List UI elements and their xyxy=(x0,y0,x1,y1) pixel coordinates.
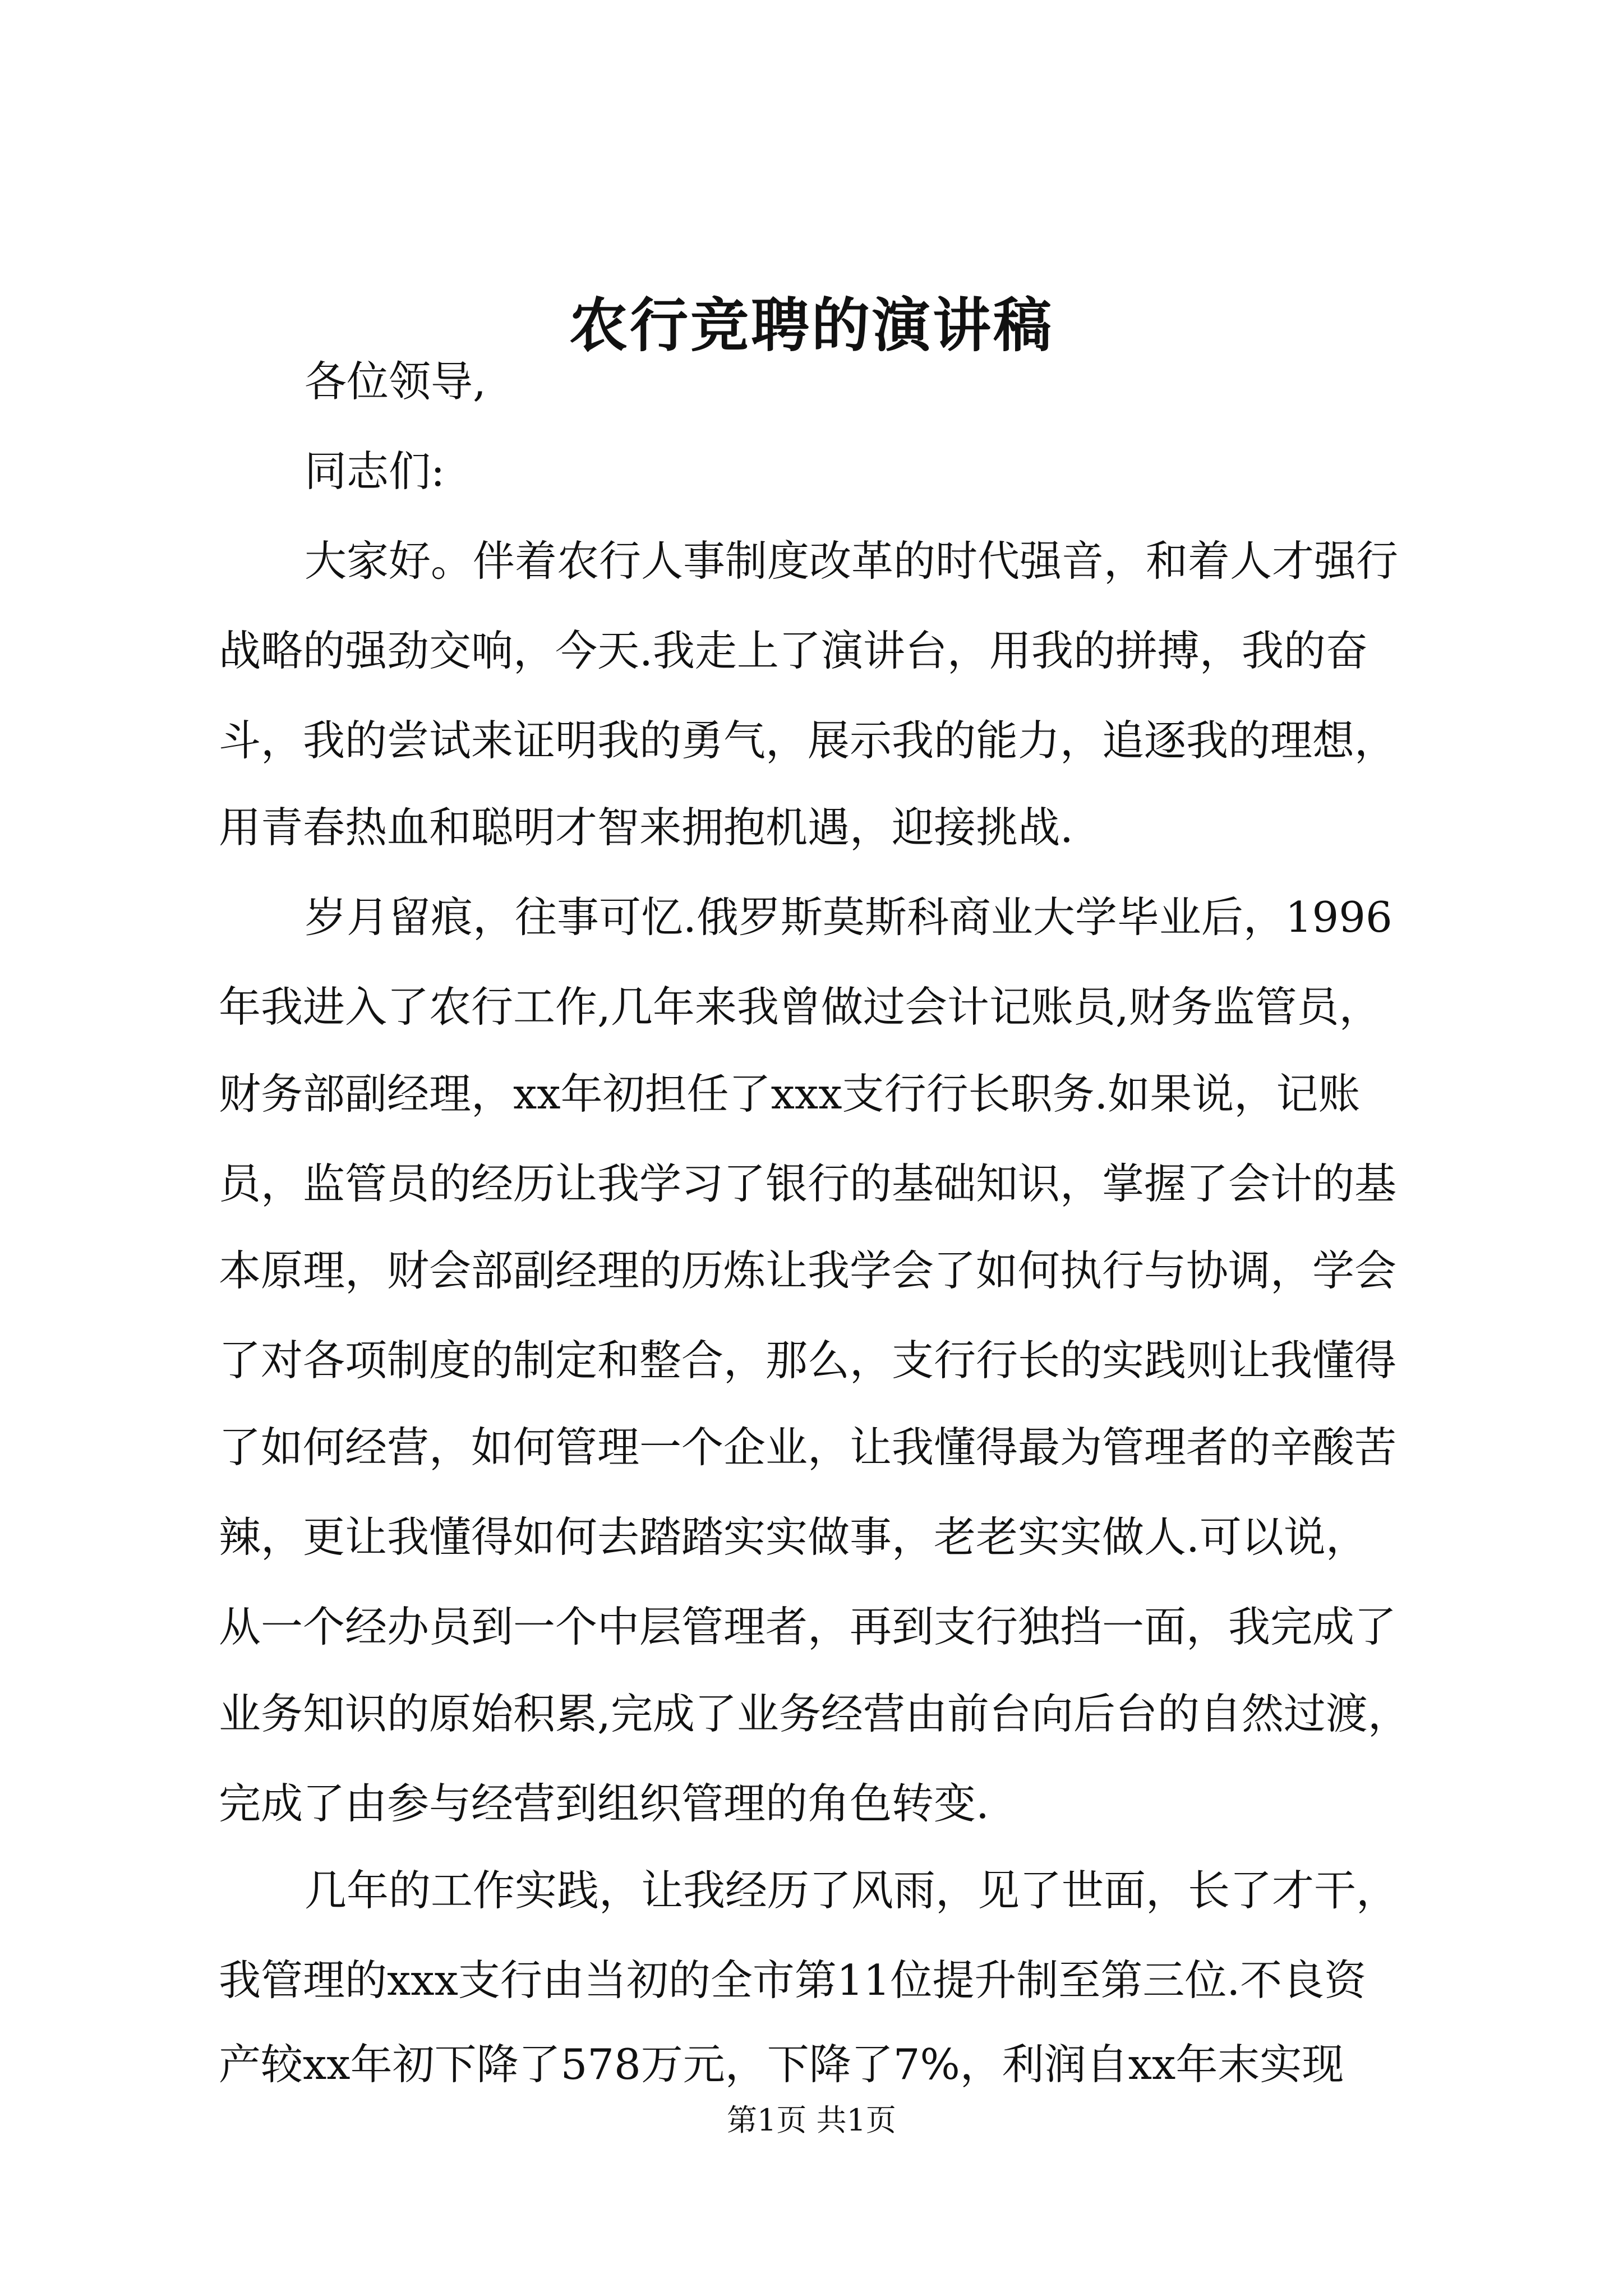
paragraph-2-line-7: 了如何经营，如何管理一个企业，让我懂得最为管理者的辛酸苦 xyxy=(219,1423,1397,1472)
paragraph-2-line-3: 财务部副经理，xx年初担任了xxx支行行长职务.如果说，记账 xyxy=(219,1069,1361,1119)
paragraph-2-line-6: 了对各项制度的制定和整合，那么，支行行长的实践则让我懂得 xyxy=(219,1336,1397,1385)
paragraph-3-line-1: 几年的工作实践，让我经历了风雨，见了世面，长了才干， xyxy=(305,1866,1399,1915)
paragraph-2-line-8: 辣，更让我懂得如何去踏踏实实做事，老老实实做人.可以说， xyxy=(219,1512,1368,1562)
paragraph-2-line-4: 员，监管员的经历让我学习了银行的基础知识，掌握了会计的基 xyxy=(219,1159,1397,1208)
paragraph-2-line-5: 本原理，财会部副经理的历炼让我学会了如何执行与协调，学会 xyxy=(219,1246,1397,1295)
paragraph-3-line-2: 我管理的xxx支行由当初的全市第11位提升制至第三位.不良资 xyxy=(219,1955,1367,2005)
paragraph-1-line-1: 大家好。伴着农行人事制度改革的时代强音，和着人才强行 xyxy=(305,536,1399,586)
page-footer: 第1页 共1页 xyxy=(727,2102,896,2138)
paragraph-2-line-10: 业务知识的原始积累,完成了业务经营由前台向后台的自然过渡， xyxy=(219,1689,1410,1738)
paragraph-2-line-9: 从一个经办员到一个中层管理者，再到支行独挡一面，我完成了 xyxy=(219,1602,1397,1651)
paragraph-2-line-2: 年我进入了农行工作,几年来我曾做过会计记账员,财务监管员， xyxy=(219,982,1381,1032)
paragraph-1-line-2: 战略的强劲交响，今天.我走上了演讲台，用我的拼搏，我的奋 xyxy=(219,626,1368,675)
document-title: 农行竞聘的演讲稿 xyxy=(569,291,1054,360)
paragraph-1-line-3: 斗，我的尝试来证明我的勇气，展示我的能力，追逐我的理想， xyxy=(219,716,1397,765)
paragraph-1-line-4: 用青春热血和聪明才智来拥抱机遇，迎接挑战. xyxy=(219,803,1073,852)
salutation-line-2: 同志们: xyxy=(305,447,445,496)
salutation-line-1: 各位领导, xyxy=(305,357,486,406)
paragraph-2-line-11: 完成了由参与经营到组织管理的角色转变. xyxy=(219,1779,989,1828)
paragraph-2-line-1: 岁月留痕，往事可忆.俄罗斯莫斯科商业大学毕业后，1996 xyxy=(305,892,1393,942)
paragraph-3-line-3: 产较xx年初下降了578万元，下降了7%，利润自xx年末实现 xyxy=(219,2040,1344,2089)
